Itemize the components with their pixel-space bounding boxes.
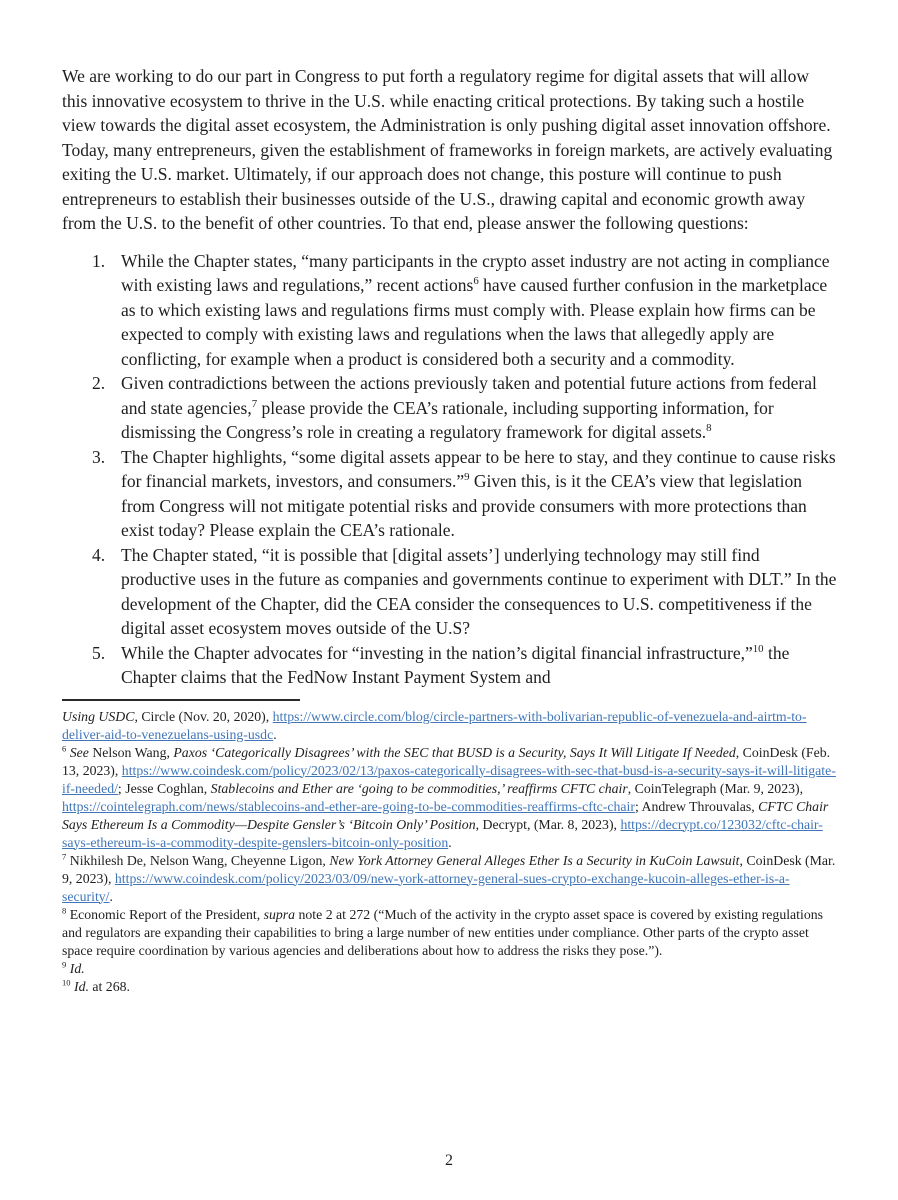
question-item	[92, 641, 837, 690]
question-text	[121, 641, 837, 690]
footnote-reference: 6	[473, 275, 479, 288]
footnote-link[interactable]: https://cointelegraph.com/news/stablecoins-and-ether-are-going-to-be-commodities-reaffirms-cftc-chair	[62, 798, 635, 814]
footnote-reference: 7	[251, 397, 258, 410]
text-run: The Chapter highlights, “some digital assets appear to be here to stay, and they continue to cause risks for financial markets, investors, and consumers.”	[121, 446, 836, 491]
text-run: .	[448, 834, 452, 850]
footnote-reference: 9	[464, 471, 470, 484]
question-item	[92, 543, 837, 641]
footnote-link[interactable]: https://www.coindesk.com/policy/2023/02/13/paxos-categorically-disagrees-with-sec-that-busd-is-a-security-says-it-will-litigate-if-needed/	[62, 762, 836, 796]
question-item	[92, 371, 837, 445]
intro-paragraph: We are working to do our part in Congress to put forth a regulatory regime for digital assets that will allow this innovative ecosystem to thrive in the U.S. while enacting critical protections. By taking such a hostile view towards the digital asset ecosystem, the Administration is only pushing digital asset innovation offshore. Today, many entrepreneurs, given the establishment of frameworks in foreign markets, are actively evaluating exiting the U.S. market. Ultimately, if our approach does not change, this posture will continue to push entrepreneurs to establish their businesses outside of the U.S., drawing capital and economic growth away from the U.S. to the benefit of other countries. To that end, please answer the following questions:	[62, 66, 833, 233]
italic-text: Paxos ‘Categorically Disagrees’ with the SEC that BUSD is a Security, Says It Will Litigate If Needed	[173, 744, 736, 760]
footnotes-section	[62, 708, 837, 996]
footnote-reference: 9	[62, 958, 67, 969]
text-run: The Chapter stated, “it is possible that [digital assets’] underlying technology may still find productive uses in the future as companies and governments continue to experiment with DLT.” In the development of the Chapter, did the CEA consider the consequences to U.S. competitiveness if the digital asset ecosystem moves outside of the U.S?	[121, 544, 837, 638]
question-text	[121, 249, 837, 372]
footnote-separator	[62, 699, 300, 701]
text-run: Economic Report of the President,	[66, 906, 264, 922]
text-run: While the Chapter states, “many participants in the crypto asset industry are not acting in compliance with existing laws and regulations,” recent actions	[121, 250, 830, 295]
question-number: 4.	[92, 544, 106, 565]
italic-text: Stablecoins and Ether are ‘going to be commodities,’ reaffirms CFTC chair	[210, 780, 628, 796]
page-number: 2	[445, 1152, 453, 1169]
footnote-7	[62, 852, 837, 906]
text-run: , Circle (Nov. 20, 2020),	[134, 708, 273, 724]
text-run: , CoinDesk (Feb. 13, 2023),	[62, 744, 831, 778]
text-run: , CoinTelegraph (Mar. 9, 2023),	[627, 780, 804, 796]
footnote-9	[62, 960, 837, 978]
italic-text: See	[69, 744, 89, 760]
italic-text: Id.	[69, 960, 85, 976]
text-run: have caused further confusion in the marketplace as to which existing laws and regulations firms must comply with. Please explain how firms can be expected to comply with existing laws and regulations when the laws that allegedly apply are conflicting, for example when a product is considered both a security and a commodity.	[121, 275, 828, 369]
text-run: .	[273, 726, 277, 742]
text-run: note 2 at 272 (“Much of the activity in the crypto asset space is covered by existing regulations and regulators are expanding their capabilities to bring a large number of new entities under compliance. Other parts of the crypto asset space require coordination by various agencies and deliberations about how to address the risks they pose.”).	[62, 906, 824, 958]
italic-text: CFTC Chair Says Ethereum Is a Commodity—Despite Gensler’s ‘Bitcoin Only’ Position	[62, 798, 829, 832]
text-run: Nikhilesh De, Nelson Wang, Cheyenne Ligon,	[66, 852, 330, 868]
footnote-reference: 7	[62, 850, 67, 861]
question-text	[121, 543, 837, 641]
text-run: Given contradictions between the actions previously taken and potential future actions from federal and state agencies,	[121, 373, 817, 418]
question-number: 2.	[92, 373, 106, 393]
footnote-reference: 10	[62, 976, 71, 987]
text-run: While the Chapter advocates for “investing in the nation’s digital financial infrastructure,”	[121, 642, 753, 663]
text-run: , CoinDesk (Mar. 9, 2023),	[62, 852, 836, 886]
footnote-reference: 8	[62, 904, 67, 915]
question-item	[92, 249, 837, 372]
text-run: the Chapter claims that the FedNow Instant Payment System and	[121, 642, 790, 687]
text-run: ; Andrew Throuvalas,	[634, 798, 759, 814]
text-run: Given this, is it the CEA’s view that legislation from Congress will not mitigate potential risks and provide consumers with more protections than exist today? Please explain the CEA’s rationale.	[121, 471, 807, 540]
text-run: ; Jesse Coghlan,	[117, 780, 211, 796]
italic-text: Using USDC	[62, 708, 135, 724]
question-number: 1.	[92, 250, 106, 271]
text-run: please provide the CEA’s rationale, including supporting information, for dismissing the Congress’s role in creating a regulatory framework for digital assets.	[121, 397, 774, 442]
footnote-reference: 6	[62, 742, 67, 753]
question-number: 5.	[92, 642, 106, 663]
text-run: .	[109, 888, 113, 904]
footnote-5-continuation	[62, 708, 837, 744]
footnote-reference: 10	[752, 642, 764, 655]
footnote-6	[62, 744, 837, 852]
question-text	[121, 445, 837, 543]
question-number: 3.	[92, 446, 106, 467]
text-run: Nelson Wang,	[88, 744, 174, 760]
questions-list	[92, 249, 837, 690]
footnote-link[interactable]: https://decrypt.co/123032/cftc-chair-says-ethereum-is-a-commodity-despite-genslers-bitcoin-only-position	[62, 816, 823, 850]
footnote-link[interactable]: https://www.coindesk.com/policy/2023/03/09/new-york-attorney-general-sues-crypto-exchange-kucoin-alleges-ether-is-a-security/	[62, 870, 790, 904]
footnote-link[interactable]: https://www.circle.com/blog/circle-partners-with-bolivarian-republic-of-venezuela-and-airtm-to-deliver-aid-to-venezuelans-using-usdc	[62, 708, 807, 742]
footnote-8	[62, 906, 837, 960]
footnote-reference: 8	[706, 422, 712, 435]
italic-text: supra	[263, 906, 296, 922]
italic-text: New York Attorney General Alleges Ether Is a Security in KuCoin Lawsuit	[329, 852, 740, 868]
question-item	[92, 445, 837, 543]
text-run: , Decrypt, (Mar. 8, 2023),	[475, 816, 621, 832]
footnote-10	[62, 978, 837, 996]
text-run: at 268.	[88, 978, 130, 994]
question-text	[121, 371, 837, 445]
italic-text: Id.	[74, 978, 89, 994]
